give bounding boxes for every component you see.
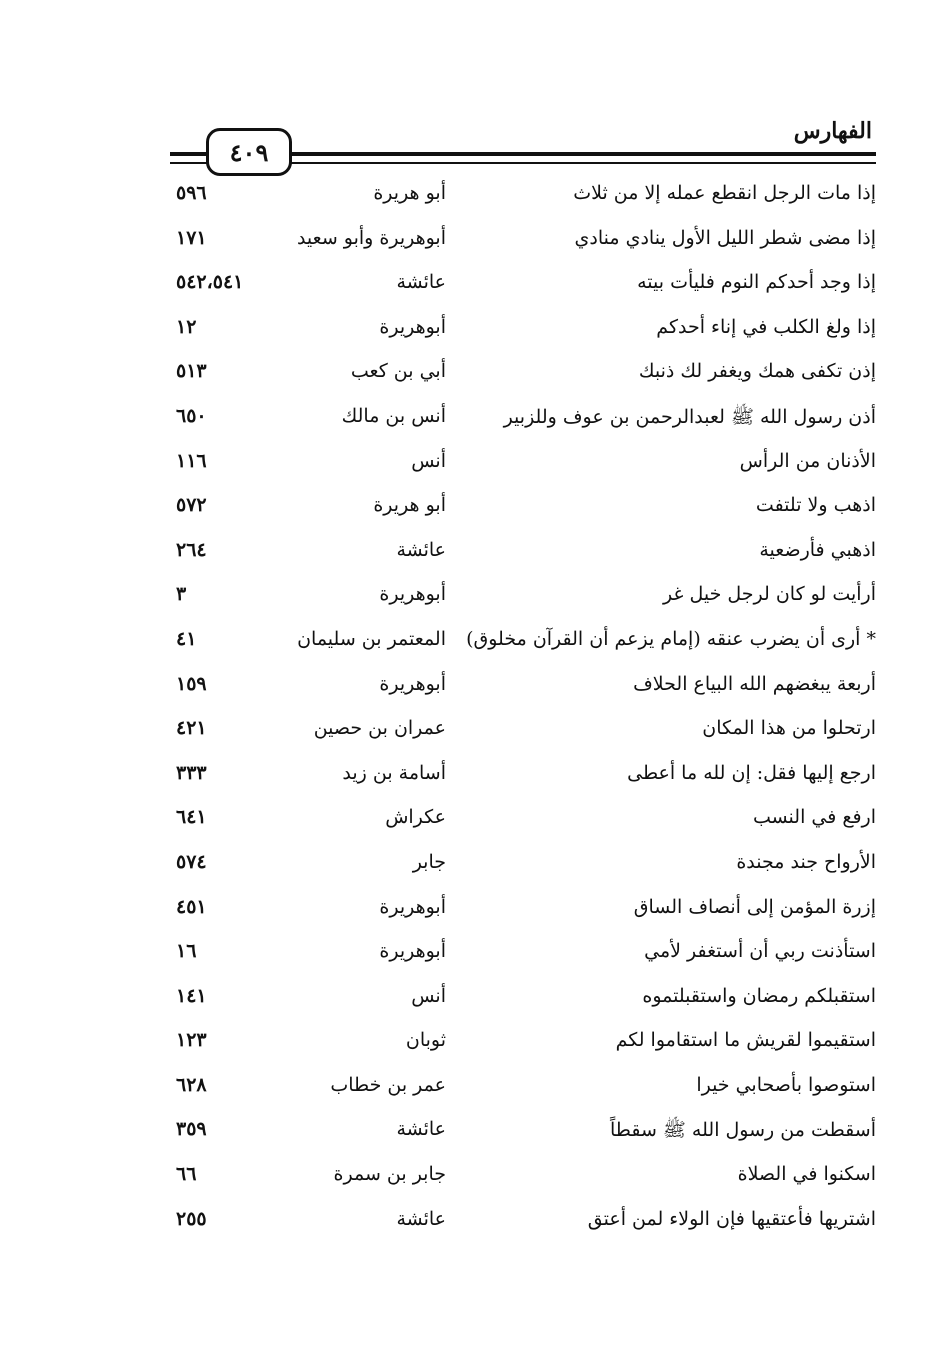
- narrator: عائشة: [396, 1118, 446, 1141]
- hadith-text: الأذنان من الرأس: [739, 449, 876, 472]
- index-row: [176, 667, 876, 712]
- page-reference: ١٢: [176, 315, 197, 338]
- index-row: [176, 1023, 876, 1068]
- narrator: أبوهريرة: [379, 583, 446, 606]
- index-row: [176, 1202, 876, 1247]
- hadith-text: استوصوا بأصحابي خيرا: [696, 1073, 876, 1096]
- index-row: [176, 1112, 876, 1157]
- index-row: [176, 444, 876, 489]
- narrator: عائشة: [396, 538, 446, 561]
- narrator: أسامة بن زيد: [342, 761, 446, 784]
- page-reference: ٥١٣: [176, 360, 207, 383]
- hadith-text: أذن رسول الله ﷺ لعبدالرحمن بن عوف وللزبير: [503, 405, 876, 428]
- index-row: [176, 577, 876, 622]
- index-row: [176, 1157, 876, 1202]
- hadith-text: إزرة المؤمن إلى أنصاف الساق: [633, 895, 876, 918]
- section-title: الفهارس: [793, 118, 872, 144]
- hadith-text: * أرى أن يضرب عنقه (إمام يزعم أن القرآن مخلوق): [466, 627, 876, 650]
- page-reference: ٦٤١: [176, 806, 207, 829]
- narrator: جابر بن سمرة: [333, 1163, 446, 1186]
- index-row: [176, 622, 876, 667]
- hadith-text: اسكنوا في الصلاة: [737, 1163, 876, 1186]
- hadith-text: اذهبي فأرضعية: [759, 538, 876, 561]
- index-row: [176, 890, 876, 935]
- hadith-text: استقيموا لقريش ما استقاموا لكم: [615, 1029, 876, 1052]
- index-row: [176, 979, 876, 1024]
- hadith-text: أرأيت لو كان لرجل خيل غر: [663, 583, 876, 606]
- narrator: ثوبان: [405, 1029, 446, 1052]
- page-reference: ٦٢٨: [176, 1073, 207, 1096]
- index-row: [176, 845, 876, 890]
- index-row: [176, 176, 876, 221]
- page-reference: ٣: [176, 583, 187, 606]
- index-row: [176, 934, 876, 979]
- index-row: [176, 533, 876, 578]
- index-table: [176, 176, 876, 1246]
- narrator: عكراش: [385, 806, 446, 829]
- page-reference: ١٦: [176, 940, 197, 963]
- index-row: [176, 756, 876, 801]
- narrator: أبوهريرة: [379, 315, 446, 338]
- narrator: أبوهريرة: [379, 940, 446, 963]
- page-reference: ٣٥٩: [176, 1118, 207, 1141]
- index-row: [176, 310, 876, 355]
- hadith-text: ارتحلوا من هذا المكان: [702, 717, 876, 740]
- index-row: [176, 354, 876, 399]
- hadith-text: استأذنت ربي أن أستغفر لأمي: [644, 940, 876, 963]
- page-reference: ٤١: [176, 627, 197, 650]
- narrator: عمر بن خطاب: [330, 1073, 446, 1096]
- index-row: [176, 488, 876, 533]
- hadith-text: ارفع في النسب: [752, 806, 876, 829]
- hadith-text: استقبلكم رمضان واستقبلتموه: [642, 984, 876, 1007]
- narrator: عائشة: [396, 271, 446, 294]
- page-reference: ٦٥٠: [176, 404, 207, 427]
- narrator: أبوهريرة: [379, 672, 446, 695]
- narrator: أبوهريرة وأبو سعيد: [296, 226, 446, 249]
- index-row: [176, 221, 876, 266]
- page-reference: ٦٦: [176, 1163, 197, 1186]
- hadith-text: إذا ولغ الكلب في إناء أحدكم: [656, 315, 876, 338]
- page-reference: ٢٥٥: [176, 1207, 207, 1230]
- index-row: [176, 711, 876, 756]
- narrator: أنس: [411, 449, 446, 472]
- narrator: أبوهريرة: [379, 895, 446, 918]
- page-reference: ٥٧٤: [176, 850, 207, 873]
- narrator: جابر: [412, 850, 446, 873]
- index-row: [176, 265, 876, 310]
- narrator: أنس: [411, 984, 446, 1007]
- page-reference: ١١٦: [176, 449, 207, 472]
- index-row: [176, 800, 876, 845]
- hadith-text: اشتريها فأعتقيها فإن الولاء لمن أعتق: [587, 1207, 876, 1230]
- page-reference: ١٢٣: [176, 1029, 207, 1052]
- page-reference: ٥٧٢: [176, 494, 207, 517]
- hadith-text: إذا وجد أحدكم النوم فليأت بيته: [637, 271, 876, 294]
- page-number: ٤٠٩: [206, 128, 292, 176]
- narrator: عائشة: [396, 1207, 446, 1230]
- hadith-text: أسقطت من رسول الله ﷺ سقطاً: [609, 1119, 876, 1142]
- hadith-text: الأرواح جند مجندة: [736, 850, 876, 873]
- page-reference: ١٤١: [176, 984, 207, 1007]
- narrator: أبو هريرة: [373, 182, 446, 204]
- page-reference: ٤٢١: [176, 717, 207, 740]
- page-reference: ١٥٩: [176, 672, 207, 695]
- index-row: [176, 1068, 876, 1113]
- page-header: [170, 118, 876, 174]
- page-reference: ٢٦٤: [176, 538, 207, 561]
- hadith-text: اذهب ولا تلتفت: [755, 494, 876, 517]
- page-reference: ٣٣٣: [176, 761, 207, 784]
- page-reference: ٥٤٢،٥٤١: [176, 271, 244, 294]
- index-row: [176, 399, 876, 444]
- page-reference: ٤٥١: [176, 895, 207, 918]
- narrator: أبي بن كعب: [350, 360, 446, 383]
- page-reference: ١٧١: [176, 226, 207, 249]
- hadith-text: إذن تكفى همك ويغفر لك ذنبك: [638, 360, 876, 383]
- narrator: عمران بن حصين: [313, 717, 446, 740]
- hadith-text: إذا مضى شطر الليل الأول ينادي منادي: [574, 226, 876, 249]
- narrator: أبو هريرة: [373, 494, 446, 517]
- narrator: أنس بن مالك: [341, 404, 446, 427]
- hadith-text: أربعة يبغضهم الله البياع الحلاف: [633, 672, 876, 695]
- narrator: المعتمر بن سليمان: [297, 627, 446, 650]
- hadith-text: إذا مات الرجل انقطع عمله إلا من ثلاث: [573, 182, 876, 204]
- hadith-text: ارجع إليها فقل: إن لله ما أعطى: [627, 761, 876, 784]
- page-reference: ٥٩٦: [176, 182, 207, 204]
